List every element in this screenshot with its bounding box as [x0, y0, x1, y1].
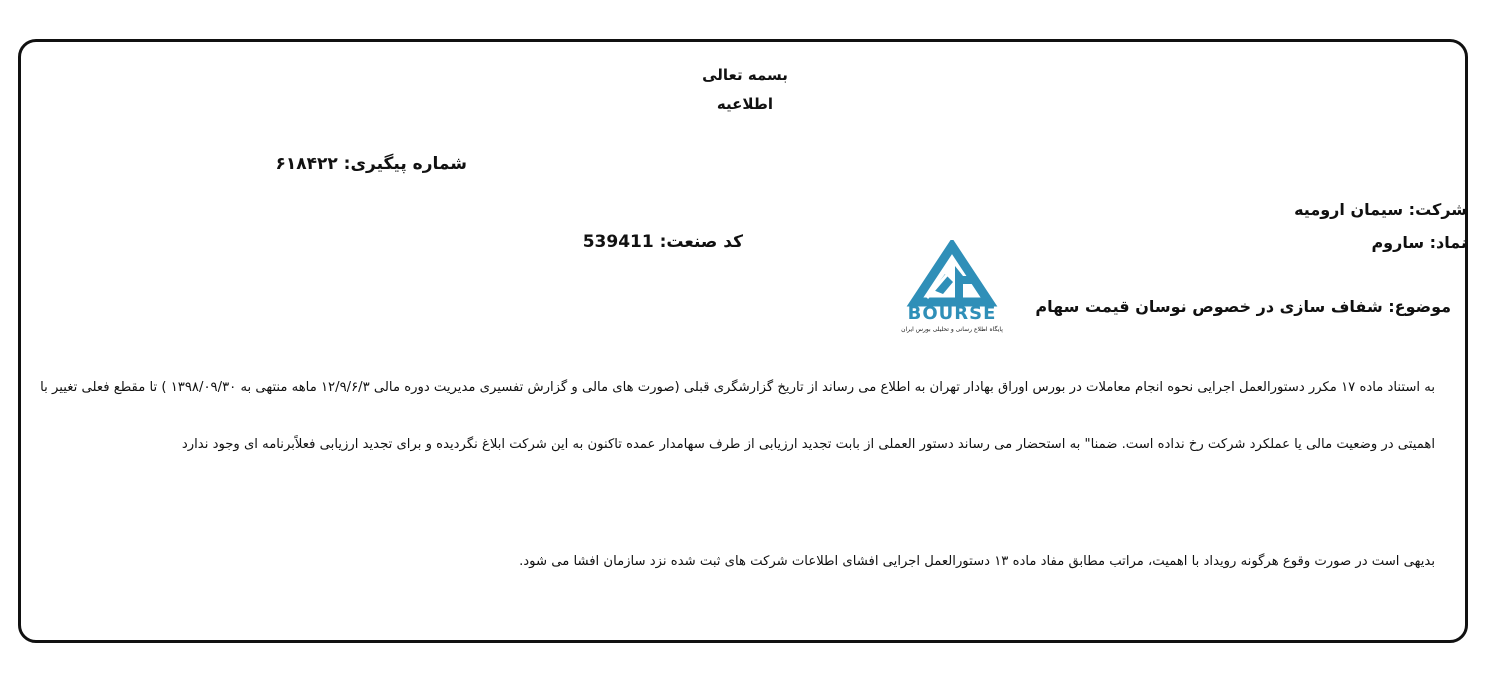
- logo-text: BOURSE: [907, 303, 997, 324]
- stock-symbol: نماد: ساروم: [1371, 233, 1467, 252]
- 24-bourse-logo-icon: [893, 240, 1011, 336]
- notice-frame: [18, 39, 1468, 643]
- body-paragraph-1: به استناد ماده ۱۷ مکرر دستورالعمل اجرایی نحوه انجام معاملات در بورس اوراق بهادار تهران به اطلاع می رساند از تاریخ گزارشگری قبلی (صورت های مالی و گزارش تفسیری مدیریت دوره مالی ۱۲/۹/۶/۳ ماهه منتهی به ۱۳۹۸/۰۹/۳۰ ) تا مقطع فعلی تغییر با: [40, 380, 1435, 395]
- bismillah-heading: بسمه تعالی: [702, 66, 788, 84]
- notice-subject: موضوع: شفاف سازی در خصوص نوسان قیمت سهام: [1035, 297, 1451, 316]
- tracking-number: شماره پیگیری: ۶۱۸۴۲۲: [275, 154, 467, 174]
- notice-title: اطلاعیه: [716, 95, 774, 113]
- company-name: شرکت: سیمان ارومیه: [1294, 200, 1467, 219]
- industry-code: کد صنعت: 539411: [582, 232, 743, 252]
- body-paragraph-2: اهمیتی در وضعیت مالی یا عملکرد شرکت رخ نداده است. ضمنا" به استحضار می رساند دستور العملی از بابت تجدید ارزیابی از طرف سهامدار عمده تاکنون به این شرکت ابلاغ نگردیده و برای تجدید ارزیابی فعلاًبرنامه ای وجود ندارد: [181, 437, 1435, 452]
- body-paragraph-3: بدیهی است در صورت وقوع هرگونه رویداد با اهمیت، مراتب مطابق مفاد ماده ۱۳ دستورالعمل اجرایی افشای اطلاعات شرکت های ثبت شده نزد سازمان افشا می شود.: [519, 554, 1435, 569]
- logo-subtext: پایگاه اطلاع رسانی و تحلیلی بورس ایران: [901, 326, 1003, 333]
